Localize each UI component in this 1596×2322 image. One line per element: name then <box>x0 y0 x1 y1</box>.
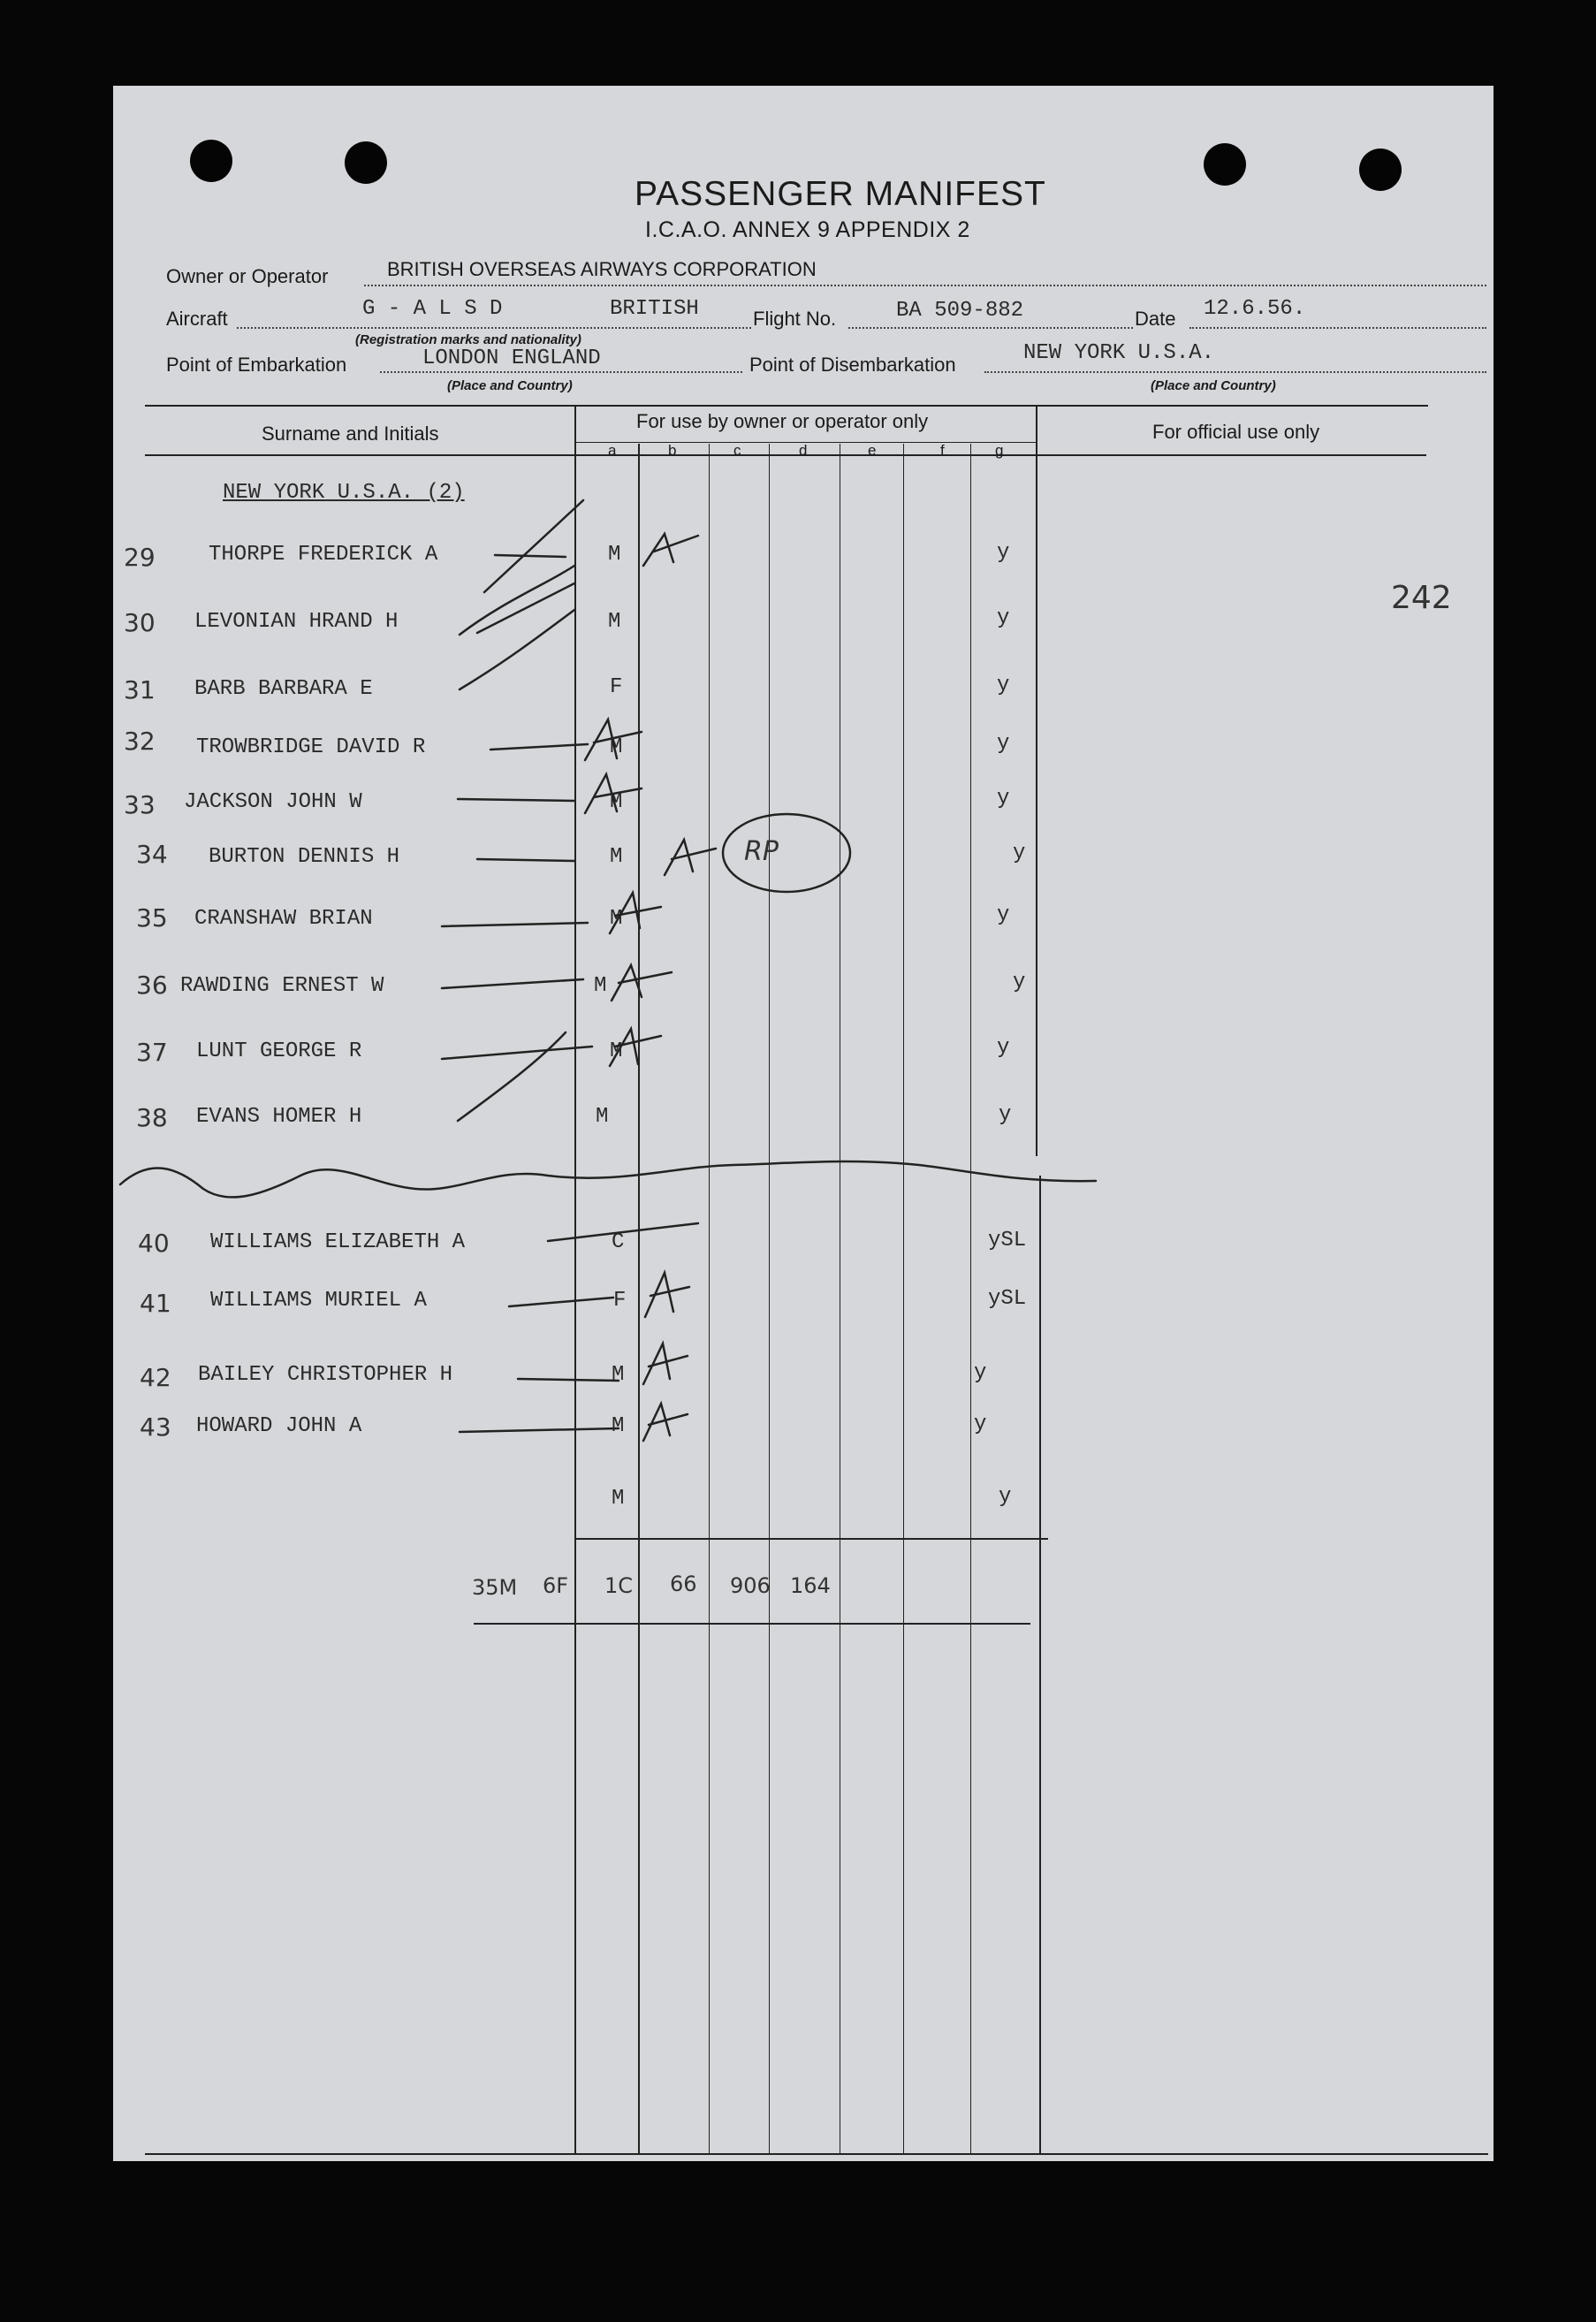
ticket-mark <box>585 719 642 760</box>
check-line <box>458 1032 566 1121</box>
sex-code: M <box>610 1039 623 1063</box>
passenger-name: RAWDING ERNEST W <box>180 974 384 998</box>
check-line <box>460 566 574 635</box>
sex-code: M <box>608 610 621 634</box>
check-line <box>518 1379 619 1381</box>
wavy-separator <box>120 1161 1096 1197</box>
ticket-mark <box>643 534 698 566</box>
ticket-mark <box>612 965 672 1001</box>
embarkation-value: LONDON ENGLAND <box>422 346 601 370</box>
subcol-d: d <box>799 442 808 459</box>
passenger-name: CRANSHAW BRIAN <box>194 907 373 931</box>
class-code: y <box>997 606 1010 630</box>
class-code: ySL <box>988 1287 1027 1311</box>
form-subtitle: I.C.A.O. ANNEX 9 APPENDIX 2 <box>645 217 970 242</box>
flight-number: BA 509-882 <box>896 299 1024 323</box>
form-title: PASSENGER MANIFEST <box>635 175 1046 213</box>
row-number: 31 <box>124 675 156 704</box>
row-number: 36 <box>136 971 168 1000</box>
sex-code: M <box>610 735 623 759</box>
sex-code: M <box>594 974 607 998</box>
class-code: y <box>997 732 1010 756</box>
class-code: y <box>997 903 1010 927</box>
sex-code: M <box>610 790 623 814</box>
check-line <box>477 859 574 861</box>
owner-value: BRITISH OVERSEAS AIRWAYS CORPORATION <box>387 258 817 280</box>
passenger-name: LUNT GEORGE R <box>196 1039 362 1063</box>
total-female: 6F <box>543 1573 569 1598</box>
row-number: 37 <box>136 1038 168 1067</box>
embarkation-caption: (Place and Country) <box>447 378 573 393</box>
sex-code: M <box>608 543 621 567</box>
check-line <box>460 1428 619 1432</box>
row-number: 29 <box>124 543 156 572</box>
total-col-d: 164 <box>790 1573 831 1598</box>
section-heading: NEW YORK U.S.A. (2) <box>223 481 465 505</box>
sex-code: F <box>613 1289 627 1313</box>
sex-code: M <box>612 1363 625 1387</box>
date-value: 12.6.56. <box>1204 297 1306 321</box>
row-number: 34 <box>136 840 168 869</box>
check-line <box>548 1223 698 1241</box>
row-number: 30 <box>124 608 156 637</box>
disembarkation-caption: (Place and Country) <box>1151 378 1276 393</box>
class-code: y <box>974 1361 987 1385</box>
col-header-name: Surname and Initials <box>262 423 439 445</box>
class-code: y <box>997 674 1010 697</box>
subcol-c: c <box>733 442 741 459</box>
row-number: 38 <box>136 1103 168 1132</box>
page-number: 242 <box>1391 580 1452 616</box>
total-col-c: 906 <box>730 1573 771 1598</box>
passenger-name: BARB BARBARA E <box>194 677 373 701</box>
passenger-name: HOWARD JOHN A <box>196 1414 362 1438</box>
ticket-mark <box>610 893 661 933</box>
check-line <box>490 744 588 750</box>
embarkation-label: Point of Embarkation <box>166 354 347 376</box>
aircraft-label: Aircraft <box>166 308 228 330</box>
ticket-mark <box>665 840 716 875</box>
rp-annotation: RP <box>744 836 779 867</box>
class-code: y <box>1013 841 1026 865</box>
class-code: y <box>997 787 1010 811</box>
class-code: y <box>999 1103 1012 1127</box>
sex-code: F <box>610 675 623 699</box>
subcol-f: f <box>940 442 945 459</box>
row-number: 43 <box>140 1412 171 1442</box>
total-child: 1C <box>604 1573 634 1598</box>
sex-code: M <box>610 845 623 869</box>
owner-label: Owner or Operator <box>166 265 329 287</box>
class-code: y <box>999 1485 1012 1509</box>
flight-label: Flight No. <box>753 308 837 330</box>
ticket-mark <box>610 1029 661 1066</box>
passenger-name: WILLIAMS ELIZABETH A <box>210 1230 466 1254</box>
registration-caption: (Registration marks and nationality) <box>355 332 581 347</box>
class-code: ySL <box>988 1229 1027 1252</box>
col-header-official: For official use only <box>1152 421 1320 443</box>
aircraft-nationality: BRITISH <box>610 297 699 321</box>
ticket-mark <box>645 1273 689 1317</box>
sex-code: C <box>612 1230 625 1254</box>
row-number: 33 <box>124 790 156 819</box>
subcol-e: e <box>868 442 877 459</box>
passenger-name: BURTON DENNIS H <box>209 845 400 869</box>
subcol-a: a <box>608 442 617 459</box>
row-number: 40 <box>138 1229 170 1258</box>
check-line <box>509 1298 613 1306</box>
passenger-name: EVANS HOMER H <box>196 1105 362 1129</box>
sex-code: M <box>612 1487 625 1511</box>
row-number: 42 <box>140 1363 171 1392</box>
ticket-mark <box>585 774 642 813</box>
subcol-g: g <box>995 442 1004 459</box>
passenger-name: WILLIAMS MURIEL A <box>210 1289 427 1313</box>
disembarkation-label: Point of Disembarkation <box>749 354 956 376</box>
class-code: y <box>1013 971 1026 994</box>
check-line <box>442 923 588 926</box>
passenger-name: JACKSON JOHN W <box>184 790 362 814</box>
class-code: y <box>997 541 1010 565</box>
check-line <box>458 799 574 801</box>
row-number: 32 <box>124 727 156 756</box>
total-col-b: 66 <box>670 1572 697 1596</box>
class-code: y <box>974 1412 987 1436</box>
class-code: y <box>997 1036 1010 1060</box>
cross-line <box>477 583 574 633</box>
col-header-owner: For use by owner or operator only <box>636 410 929 432</box>
cross-line <box>484 500 583 592</box>
row-number: 35 <box>136 903 168 933</box>
total-male: 35M <box>472 1575 518 1600</box>
sex-code: M <box>610 907 623 931</box>
aircraft-registration: G - A L S D <box>362 297 503 321</box>
date-label: Date <box>1135 308 1176 330</box>
rp-circle <box>723 814 850 892</box>
passenger-name: LEVONIAN HRAND H <box>194 610 399 634</box>
check-line <box>442 979 583 988</box>
passenger-name: TROWBRIDGE DAVID R <box>196 735 426 759</box>
disembarkation-value: NEW YORK U.S.A. <box>1023 341 1215 365</box>
passenger-name: BAILEY CHRISTOPHER H <box>198 1363 453 1387</box>
row-number: 41 <box>140 1289 171 1318</box>
ticket-mark <box>643 1404 688 1441</box>
subcol-b: b <box>668 442 677 459</box>
check-line <box>442 1047 592 1059</box>
ticket-mark <box>643 1344 688 1384</box>
sex-code: M <box>596 1105 609 1129</box>
check-line <box>495 555 566 557</box>
passenger-name: THORPE FREDERICK A <box>209 543 438 567</box>
sex-code: M <box>612 1414 625 1438</box>
